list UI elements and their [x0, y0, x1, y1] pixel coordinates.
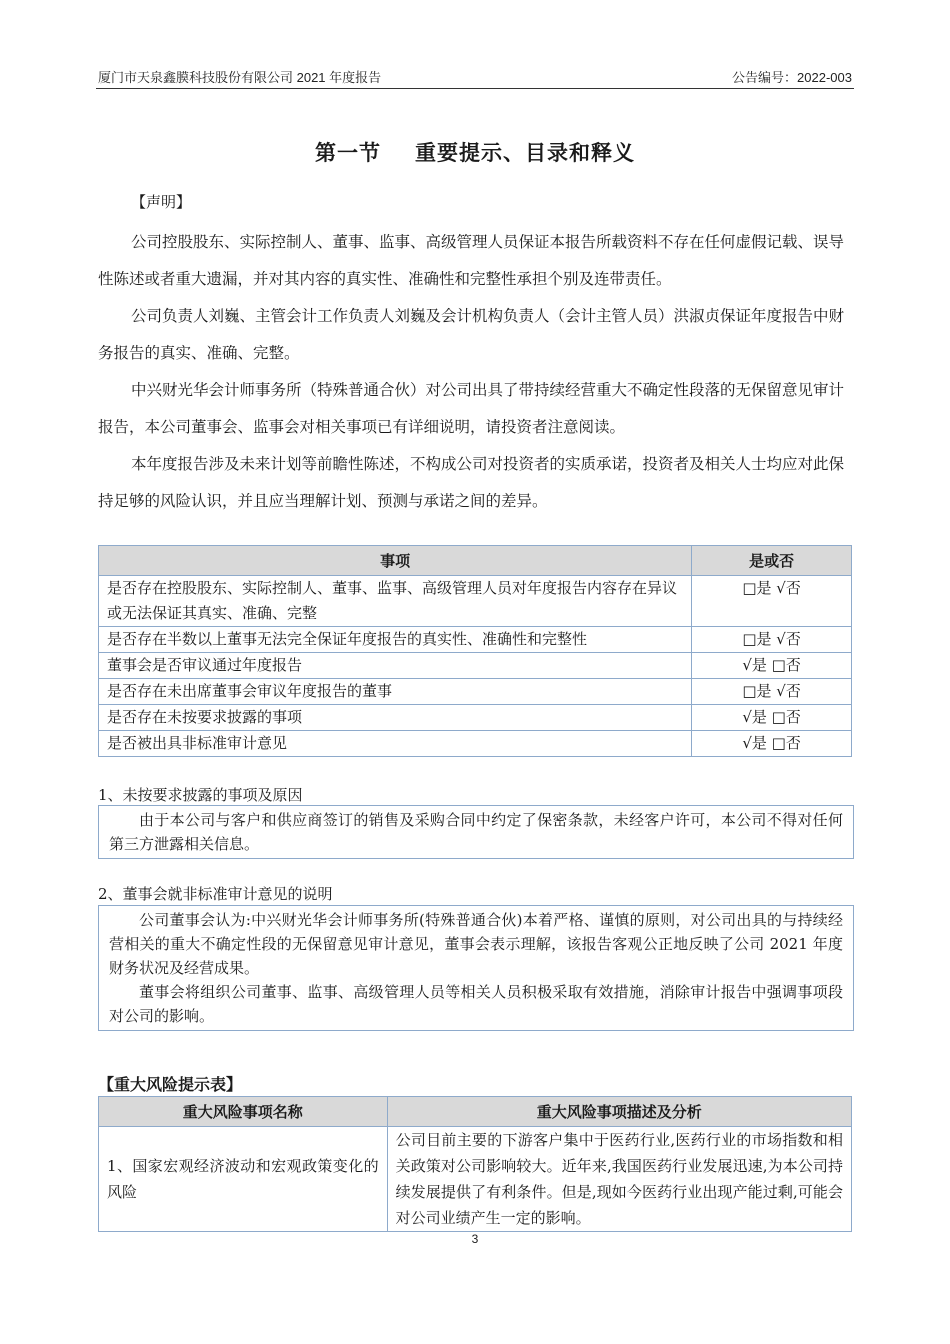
matter-answer: √是 □否	[692, 653, 852, 679]
table-row	[99, 1127, 852, 1232]
matter-item: 董事会是否审议通过年度报告	[99, 653, 692, 679]
undisclosed-box	[98, 805, 854, 859]
matter-answer: □是 √否	[692, 576, 852, 627]
table-row	[99, 705, 852, 731]
matter-item: 是否存在控股股东、实际控制人、董事、监事、高级管理人员对年度报告内容存在异议或无法保证其真实、准确、完整	[99, 576, 692, 627]
table-header-row	[99, 546, 852, 576]
statement-paragraph: 公司负责人刘巍、主管会计工作负责人刘巍及会计机构负责人（会计主管人员）洪淑贞保证年度报告中财务报告的真实、准确、完整。	[98, 307, 845, 362]
matter-answer: □是 √否	[692, 627, 852, 653]
undisclosed-title: 1、未按要求披露的事项及原因	[98, 786, 303, 804]
column-header-answer: 是或否	[692, 546, 852, 576]
statement-paragraph: 本年度报告涉及未来计划等前瞻性陈述，不构成公司对投资者的实质承诺，投资者及相关人士均应对此保持足够的风险认识，并且应当理解计划、预测与承诺之间的差异。	[98, 455, 845, 510]
column-header-risk-name: 重大风险事项名称	[99, 1097, 388, 1127]
risk-description: 公司目前主要的下游客户集中于医药行业,医药行业的市场指数和相关政策对公司影响较大。近年来,我国医药行业发展迅速,为本公司持续发展提供了有利条件。但是,现如今医药行业出现产能过剩,可能会对公司业绩产生一定的影响。	[387, 1127, 851, 1232]
section-title-part: 第一节	[315, 141, 381, 165]
matter-item: 是否存在未按要求披露的事项	[99, 705, 692, 731]
matter-answer: □是 √否	[692, 679, 852, 705]
statement-paragraph: 中兴财光华会计师事务所（特殊普通合伙）对公司出具了带持续经营重大不确定性段落的无保留意见审计报告，本公司董事会、监事会对相关事项已有详细说明，请投资者注意阅读。	[98, 381, 845, 436]
page-number: 3	[471, 1232, 479, 1246]
risk-name: 1、国家宏观经济波动和宏观政策变化的风险	[99, 1127, 388, 1232]
matter-item: 是否被出具非标准审计意见	[99, 731, 692, 757]
matters-table	[98, 545, 852, 757]
table-row	[99, 731, 852, 757]
table-row	[99, 627, 852, 653]
board-explanation-paragraph: 董事会将组织公司董事、监事、高级管理人员等相关人员积极采取有效措施，消除审计报告中强调事项段对公司的影响。	[109, 983, 843, 1025]
column-header-risk-description: 重大风险事项描述及分析	[387, 1097, 851, 1127]
risk-table	[98, 1096, 852, 1232]
table-header-row	[99, 1097, 852, 1127]
matter-item: 是否存在未出席董事会审议年度报告的董事	[99, 679, 692, 705]
matter-answer: √是 □否	[692, 731, 852, 757]
risk-table-title: 【重大风险提示表】	[98, 1075, 243, 1094]
statement-label: 【声明】	[131, 193, 192, 211]
table-row	[99, 679, 852, 705]
table-row	[99, 576, 852, 627]
header-divider	[96, 88, 854, 89]
matter-item: 是否存在半数以上董事无法完全保证年度报告的真实性、准确性和完整性	[99, 627, 692, 653]
column-header-item: 事项	[99, 546, 692, 576]
matter-answer: √是 □否	[692, 705, 852, 731]
header-company-report: 厦门市天泉鑫膜科技股份有限公司 2021 年度报告	[98, 70, 382, 85]
board-explanation-title: 2、董事会就非标准审计意见的说明	[98, 885, 333, 903]
board-explanation-box	[98, 905, 854, 1031]
section-title	[0, 137, 950, 167]
board-explanation-paragraph: 公司董事会认为:中兴财光华会计师事务所(特殊普通合伙)本着严格、谨慎的原则，对公司出具的与持续经营相关的重大不确定性段的无保留意见审计意见，董事会表示理解，该报告客观公正地反映了公司 2021 年度财务状况及经营成果。	[109, 911, 843, 977]
table-row	[99, 653, 852, 679]
section-title-text: 重要提示、目录和释义	[415, 141, 635, 165]
header-announcement-number: 公告编号：2022-003	[732, 70, 852, 85]
undisclosed-text: 由于本公司与客户和供应商签订的销售及采购合同中约定了保密条款，未经客户许可，本公司不得对任何第三方泄露相关信息。	[109, 811, 843, 853]
statement-paragraph: 公司控股股东、实际控制人、董事、监事、高级管理人员保证本报告所载资料不存在任何虚假记载、误导性陈述或者重大遗漏，并对其内容的真实性、准确性和完整性承担个别及连带责任。	[98, 233, 845, 288]
